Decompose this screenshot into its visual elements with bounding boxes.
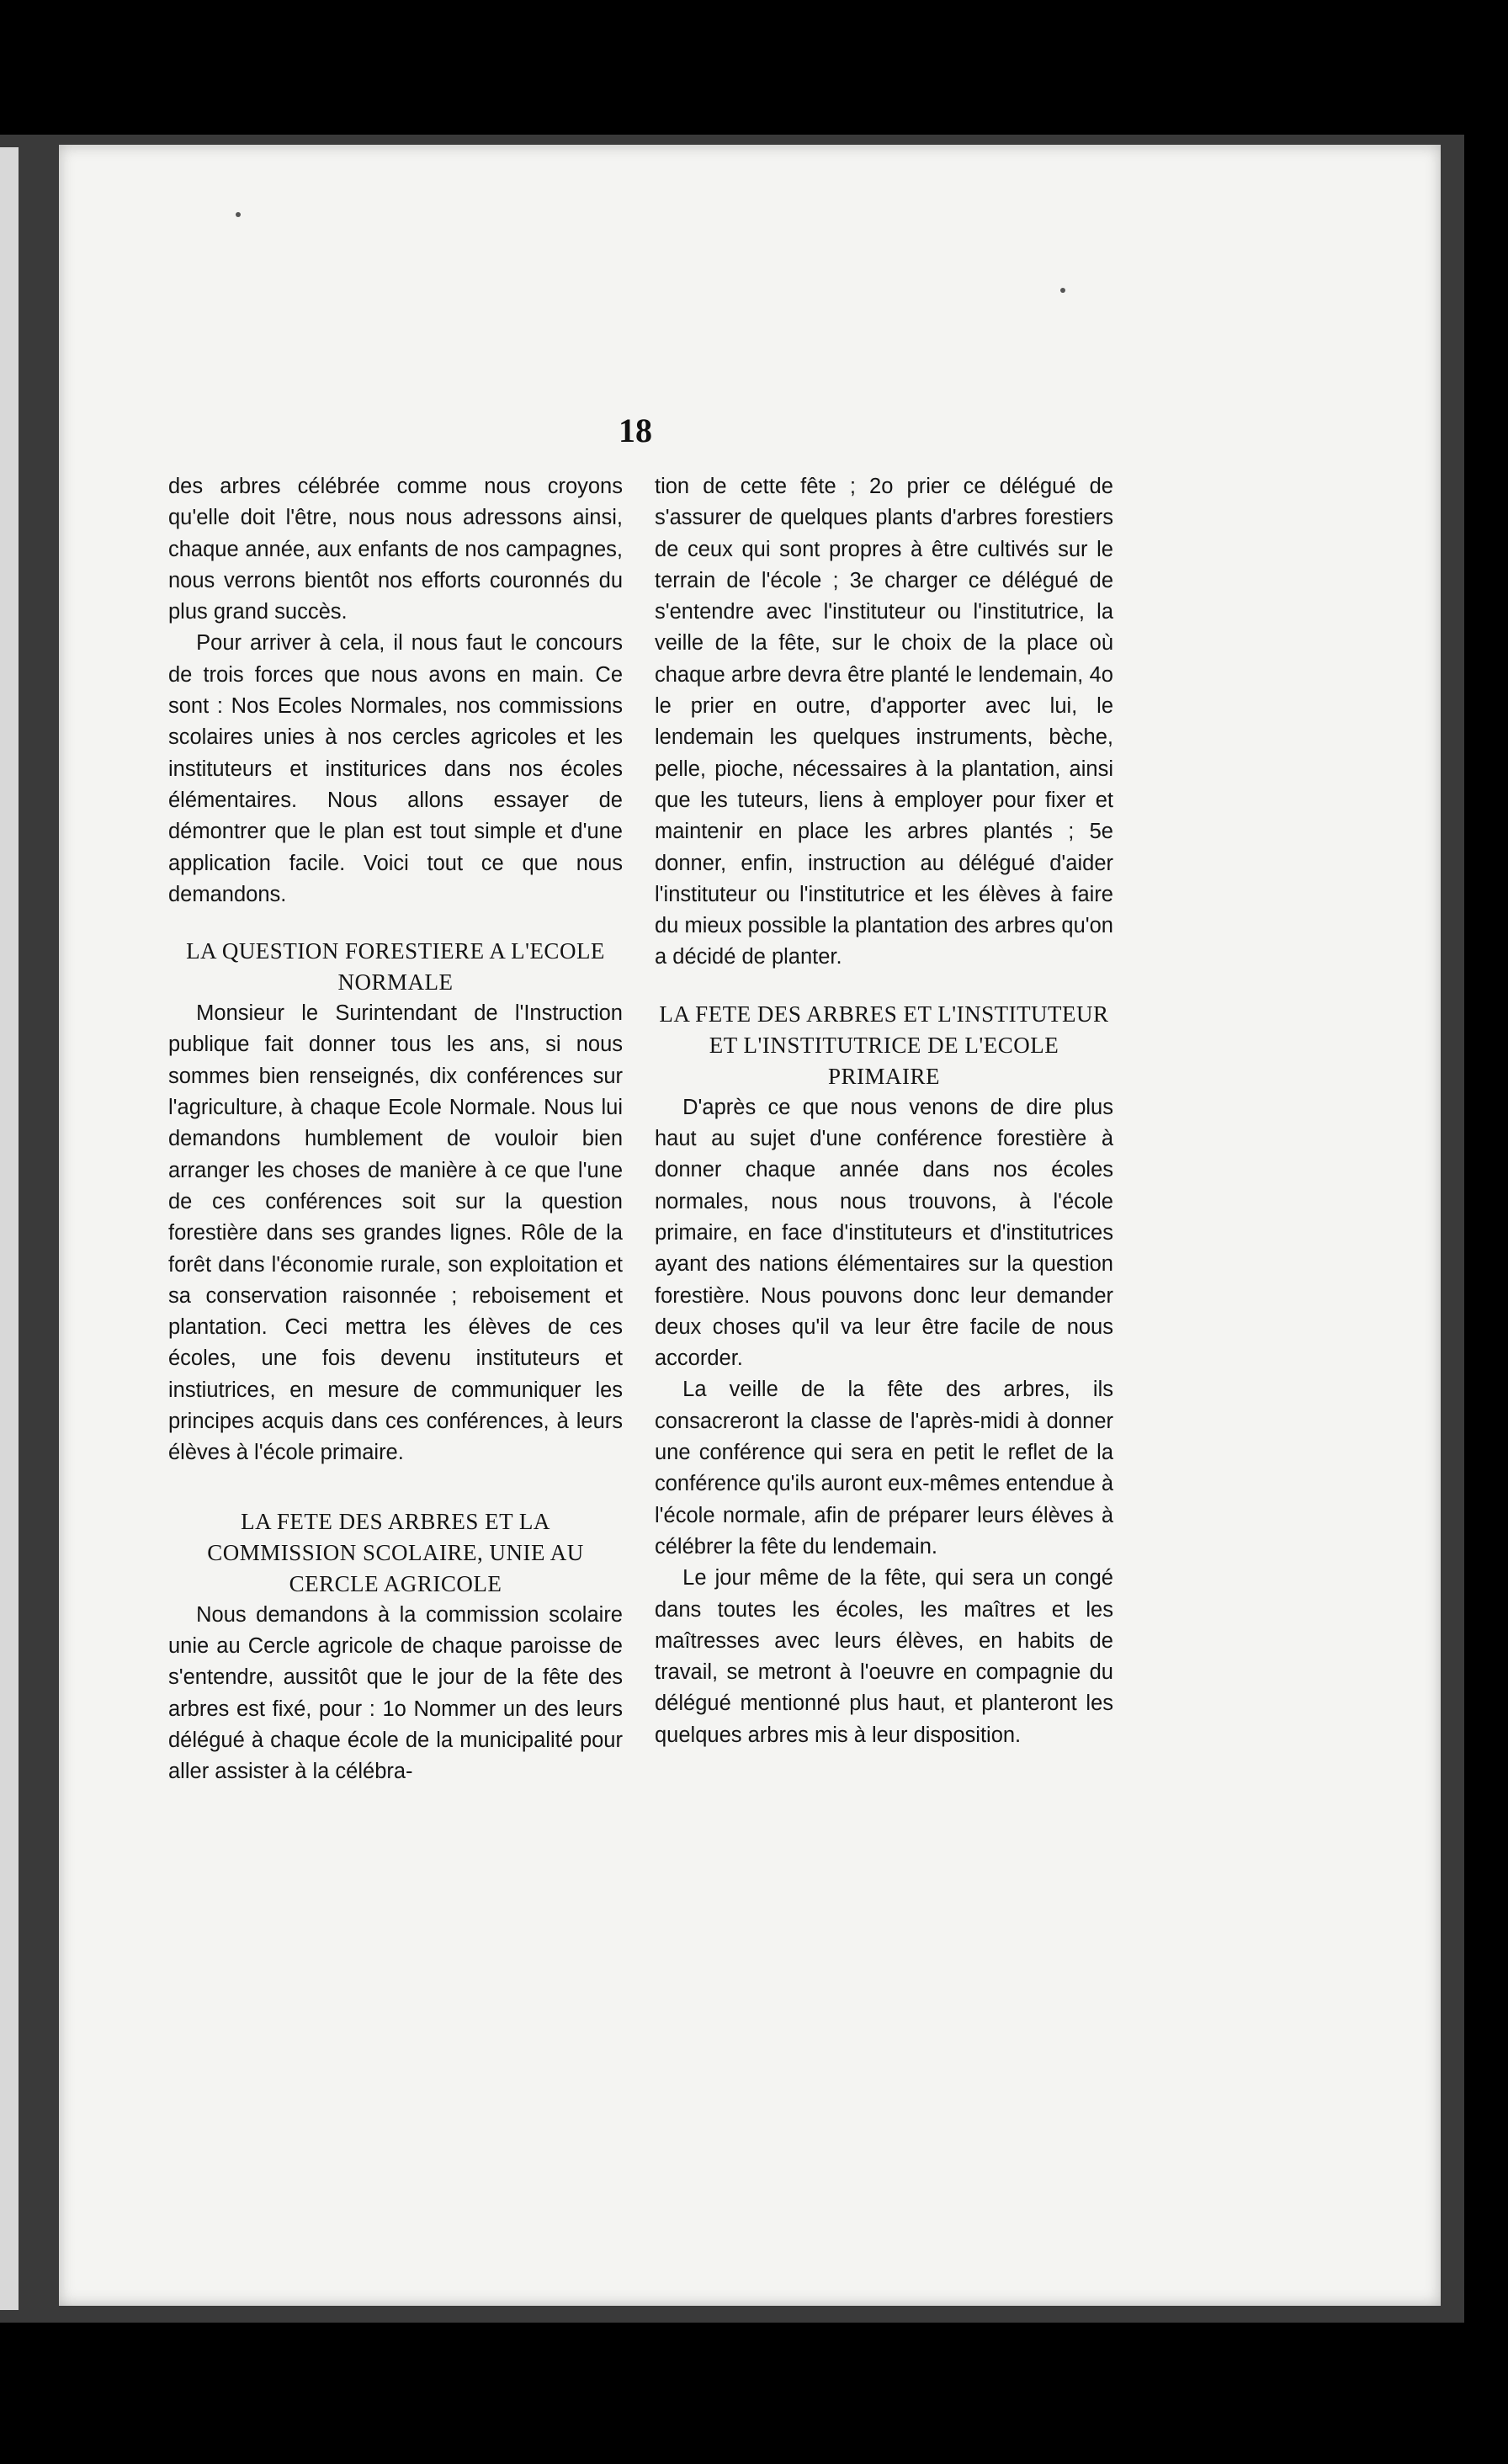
paragraph: des arbres célébrée comme nous croyons qu'elle doit l'être, nous nous adressons ainsi, chaque année, aux enfants de nos campagnes, nous verrons bientôt nos efforts couronnés du plus grand succès. xyxy=(168,475,623,624)
facing-page-edge xyxy=(0,147,19,2310)
left-column xyxy=(168,471,623,1787)
section-heading: LA QUESTION FORESTIERE A L'ECOLE NORMALE xyxy=(186,938,605,996)
paragraph: Pour arriver à cela, il nous faut le concours de trois forces que nous avons en main. Ce sont : Nos Ecoles Normales, nos commissions scolaires unies à nos cercles agricoles et les instituteurs et institurices dans nos écoles élémentaires. Nous allons essayer de démontrer que le plan est tout simple et d'une application facile. Voici tout ce que nous demandons. xyxy=(168,631,623,906)
section-heading: LA FETE DES ARBRES ET LA COMMISSION SCOLAIRE, UNIE AU CERCLE AGRICOLE xyxy=(207,1508,584,1596)
paragraph: Monsieur le Surintendant de l'Instruction publique fait donner tous les ans, si nous sommes bien renseignés, dix conférences sur l'agriculture, à chaque Ecole Normale. Nous lui demandons humblement de vouloir bien arranger les choses de manière à ce que l'une de ces conférences soit sur la question forestière dans ses grandes lignes. Rôle de la forêt dans l'économie rurale, son exploitation et sa conservation raisonnée ; reboisement et plantation. Ceci mettra les élèves de ces écoles, une fois devenu instituteurs et instiutrices, en mesure de communiquer les principes acquis dans ces conférences, à leurs élèves à l'école primaire. xyxy=(168,1001,623,1465)
paragraph: La veille de la fête des arbres, ils consacreront la classe de l'après-midi à donner une conférence qui sera en petit le reflet de la conférence qu'ils auront eux-mêmes entendue à l'école normale, afin de préparer leurs élèves à célébrer la fête du lendemain. xyxy=(655,1378,1113,1559)
paragraph: Nous demandons à la commission scolaire unie au Cercle agricole de chaque paroisse de s'entendre, aussitôt que le jour de la fête des arbres est fixé, pour : 1o Nommer un des leurs délégué à chaque école de la municipalité pour aller assister à la célébra- xyxy=(168,1602,623,1784)
section-heading: LA FETE DES ARBRES ET L'INSTITUTEUR ET L'INSTITUTRICE DE L'ECOLE PRIMAIRE xyxy=(659,1001,1109,1089)
paper-speck xyxy=(1060,288,1065,293)
paragraph: tion de cette fête ; 2o prier ce délégué de s'assurer de quelques plants d'arbres forestiers de ceux qui sont propres à être cultivés sur le terrain de l'école ; 3e charger ce délégué de s'entendre avec l'instituteur ou l'institutrice, la veille de la fête, sur le choix de la place où chaque arbre devra être planté le lendemain, 4o le prier en outre, d'apporter avec lui, le lendemain les quelques instruments, bèche, pelle, pioche, nécessaires à la plantation, ainsi que les tuteurs, liens à employer pour fixer et maintenir en place les arbres plantés ; 5e donner, enfin, instruction au délégué d'aider l'instituteur ou l'institutrice et les élèves à faire du mieux possible la plantation des arbres qu'on a décidé de planter. xyxy=(655,475,1113,969)
paragraph: D'après ce que nous venons de dire plus haut au sujet d'une conférence forestière à donner chaque année dans nos écoles normales, nous nous trouvons, à l'école primaire, en face d'instituteurs et d'institutrices ayant des nations élémentaires sur la question forestière. Nous pouvons donc leur demander deux choses qu'il va leur être facile de nous accorder. xyxy=(655,1095,1113,1371)
paragraph: Le jour même de la fête, qui sera un congé dans toutes les écoles, les maîtres et les maîtresses avec leurs élèves, en habits de travail, se metront à l'oeuvre en compagnie du délégué mentionné plus haut, et planteront les quelques arbres mis à leur disposition. xyxy=(655,1566,1113,1747)
right-column xyxy=(655,471,1113,1751)
page-number: 18 xyxy=(619,412,652,449)
paper-speck xyxy=(236,212,241,217)
